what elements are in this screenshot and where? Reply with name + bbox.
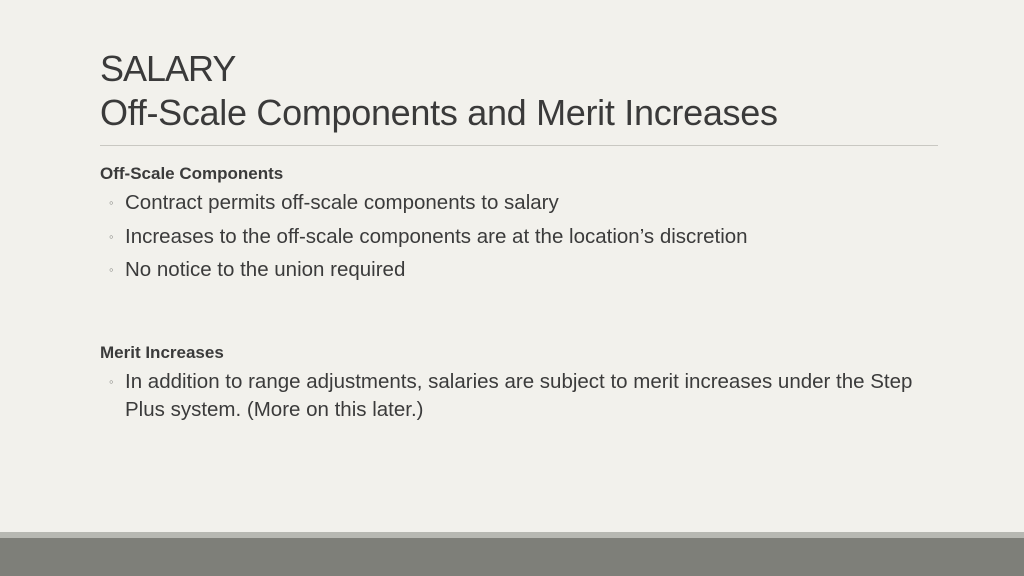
section-merit-increases	[100, 342, 950, 430]
bullet-text: Contract permits off-scale components to salary	[125, 191, 559, 214]
bullet-text: In addition to range adjustments, salaries are subject to merit increases under the Step Plus system. (More on this later.)	[125, 370, 913, 421]
bullet-list	[100, 368, 950, 424]
bullet-text: No notice to the union required	[125, 258, 406, 281]
slide-subtitle: Off-Scale Components and Merit Increases	[100, 92, 778, 133]
footer-bar	[0, 538, 1024, 576]
title-divider	[100, 145, 938, 146]
title-block	[100, 48, 940, 136]
bullet-item	[100, 223, 950, 251]
bullet-circle-icon: ◦	[109, 374, 114, 389]
section-heading: Off-Scale Components	[100, 164, 284, 183]
bullet-item	[100, 256, 950, 284]
bullet-circle-icon: ◦	[109, 195, 114, 210]
bullet-circle-icon: ◦	[109, 262, 114, 277]
bullet-text: Increases to the off-scale components are at the location’s discretion	[125, 224, 748, 248]
slide-title: SALARY	[100, 48, 236, 89]
bullet-list	[100, 189, 950, 284]
bullet-item	[100, 368, 950, 424]
section-off-scale-components	[100, 163, 950, 290]
section-heading: Merit Increases	[100, 343, 224, 362]
bullet-circle-icon: ◦	[109, 228, 114, 244]
bullet-item	[100, 189, 950, 217]
